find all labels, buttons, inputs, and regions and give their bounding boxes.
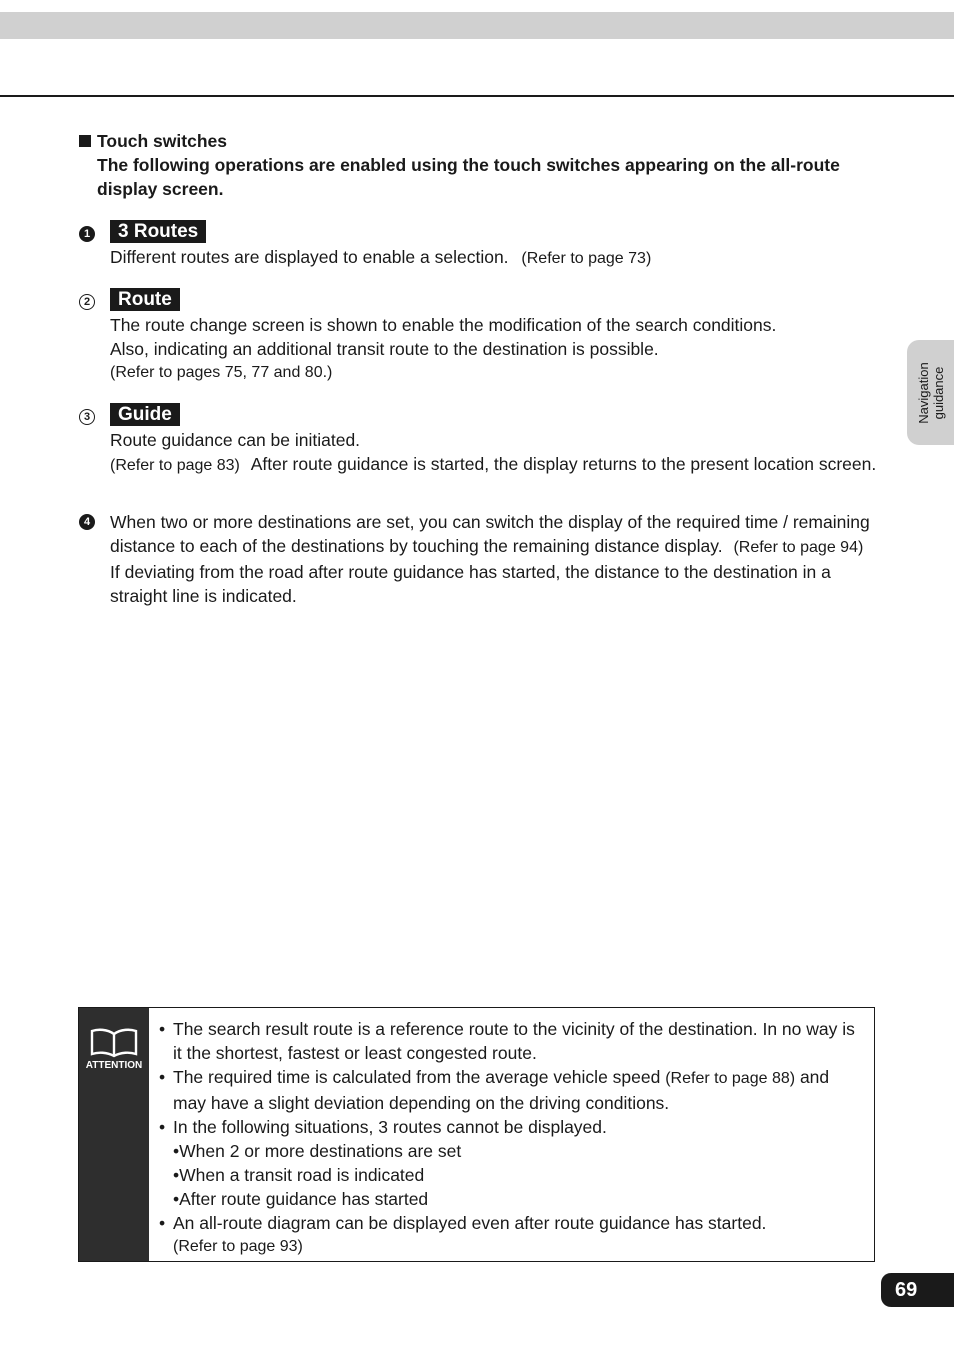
- attention-note: • The search result route is a reference route to the vicinity of the destination. In no way is it the shortest, fastest or least congested route.: [159, 1019, 855, 1063]
- number-1-icon: 1: [79, 226, 95, 242]
- item-text: Route guidance can be initiated.: [110, 430, 361, 450]
- route-switch: Route: [110, 288, 180, 311]
- page-reference: (Refer to page 73): [521, 250, 652, 267]
- section-heading: Touch switches: [97, 131, 227, 151]
- item-text: Also, indicating an additional transit route to the destination is possible.: [110, 339, 659, 359]
- attention-note: • In the following situations, 3 routes cannot be displayed. •When 2 or more destinations are set •When a transit road is indicated •After route guidance has started: [159, 1115, 859, 1211]
- 3-routes-switch: 3 Routes: [110, 220, 206, 243]
- item-destinations: [79, 510, 879, 608]
- page-reference: (Refer to page 88): [665, 1070, 796, 1087]
- attention-note: • An all-route diagram can be displayed even after route guidance has started. (Refer to page 93): [159, 1211, 859, 1259]
- page-number: 69: [881, 1273, 954, 1307]
- page-reference: (Refer to page 93): [173, 1238, 303, 1255]
- item-guide: [79, 402, 879, 478]
- square-bullet-icon: [79, 135, 91, 147]
- number-4-icon: 4: [79, 514, 95, 530]
- attention-sub-item: •After route guidance has started: [173, 1189, 429, 1209]
- item-route: [79, 287, 879, 385]
- page-reference: (Refer to page 94): [733, 539, 864, 556]
- attention-sidebar: [79, 1008, 149, 1261]
- attention-sub-item: •When a transit road is indicated: [173, 1165, 425, 1185]
- item-3-routes: [79, 219, 879, 271]
- number-3-icon: 3: [79, 409, 95, 425]
- header-band: [0, 12, 954, 39]
- chapter-tab: [907, 340, 954, 445]
- item-text: Different routes are displayed to enable a selection.: [110, 247, 509, 267]
- attention-sub-item: •When 2 or more destinations are set: [173, 1141, 462, 1161]
- open-book-icon: [89, 1028, 139, 1058]
- attention-box: [78, 1007, 875, 1262]
- guide-switch: Guide: [110, 403, 180, 426]
- attention-notes: [159, 1017, 859, 1259]
- chapter-tab-line: guidance: [930, 366, 946, 419]
- section-lead: The following operations are enabled using the touch switches appearing on the all-route display screen.: [97, 155, 840, 199]
- page-reference: (Refer to page 83): [110, 457, 240, 474]
- chapter-tab-line: Navigation: [915, 361, 931, 424]
- header-rule: [0, 95, 954, 97]
- number-2-icon: 2: [79, 294, 95, 310]
- attention-label: ATTENTION: [85, 1060, 143, 1071]
- item-text: When two or more destinations are set, you can switch the display of the required time / remaining distance to each of the destinations by touching the remaining distance display.: [110, 512, 870, 556]
- item-text: The route change screen is shown to enable the modification of the search conditions.: [110, 315, 777, 335]
- item-text: After route guidance is started, the display returns to the present location screen.: [250, 454, 877, 474]
- item-text: If deviating from the road after route guidance has started, the distance to the destination in a straight line is indicated.: [110, 562, 831, 606]
- section-intro: [79, 129, 879, 201]
- page-reference: (Refer to pages 75, 77 and 80.): [110, 364, 333, 381]
- attention-note: • The required time is calculated from the average vehicle speed (Refer to page 88) and may have a slight deviation depending on the driving conditions.: [159, 1067, 830, 1113]
